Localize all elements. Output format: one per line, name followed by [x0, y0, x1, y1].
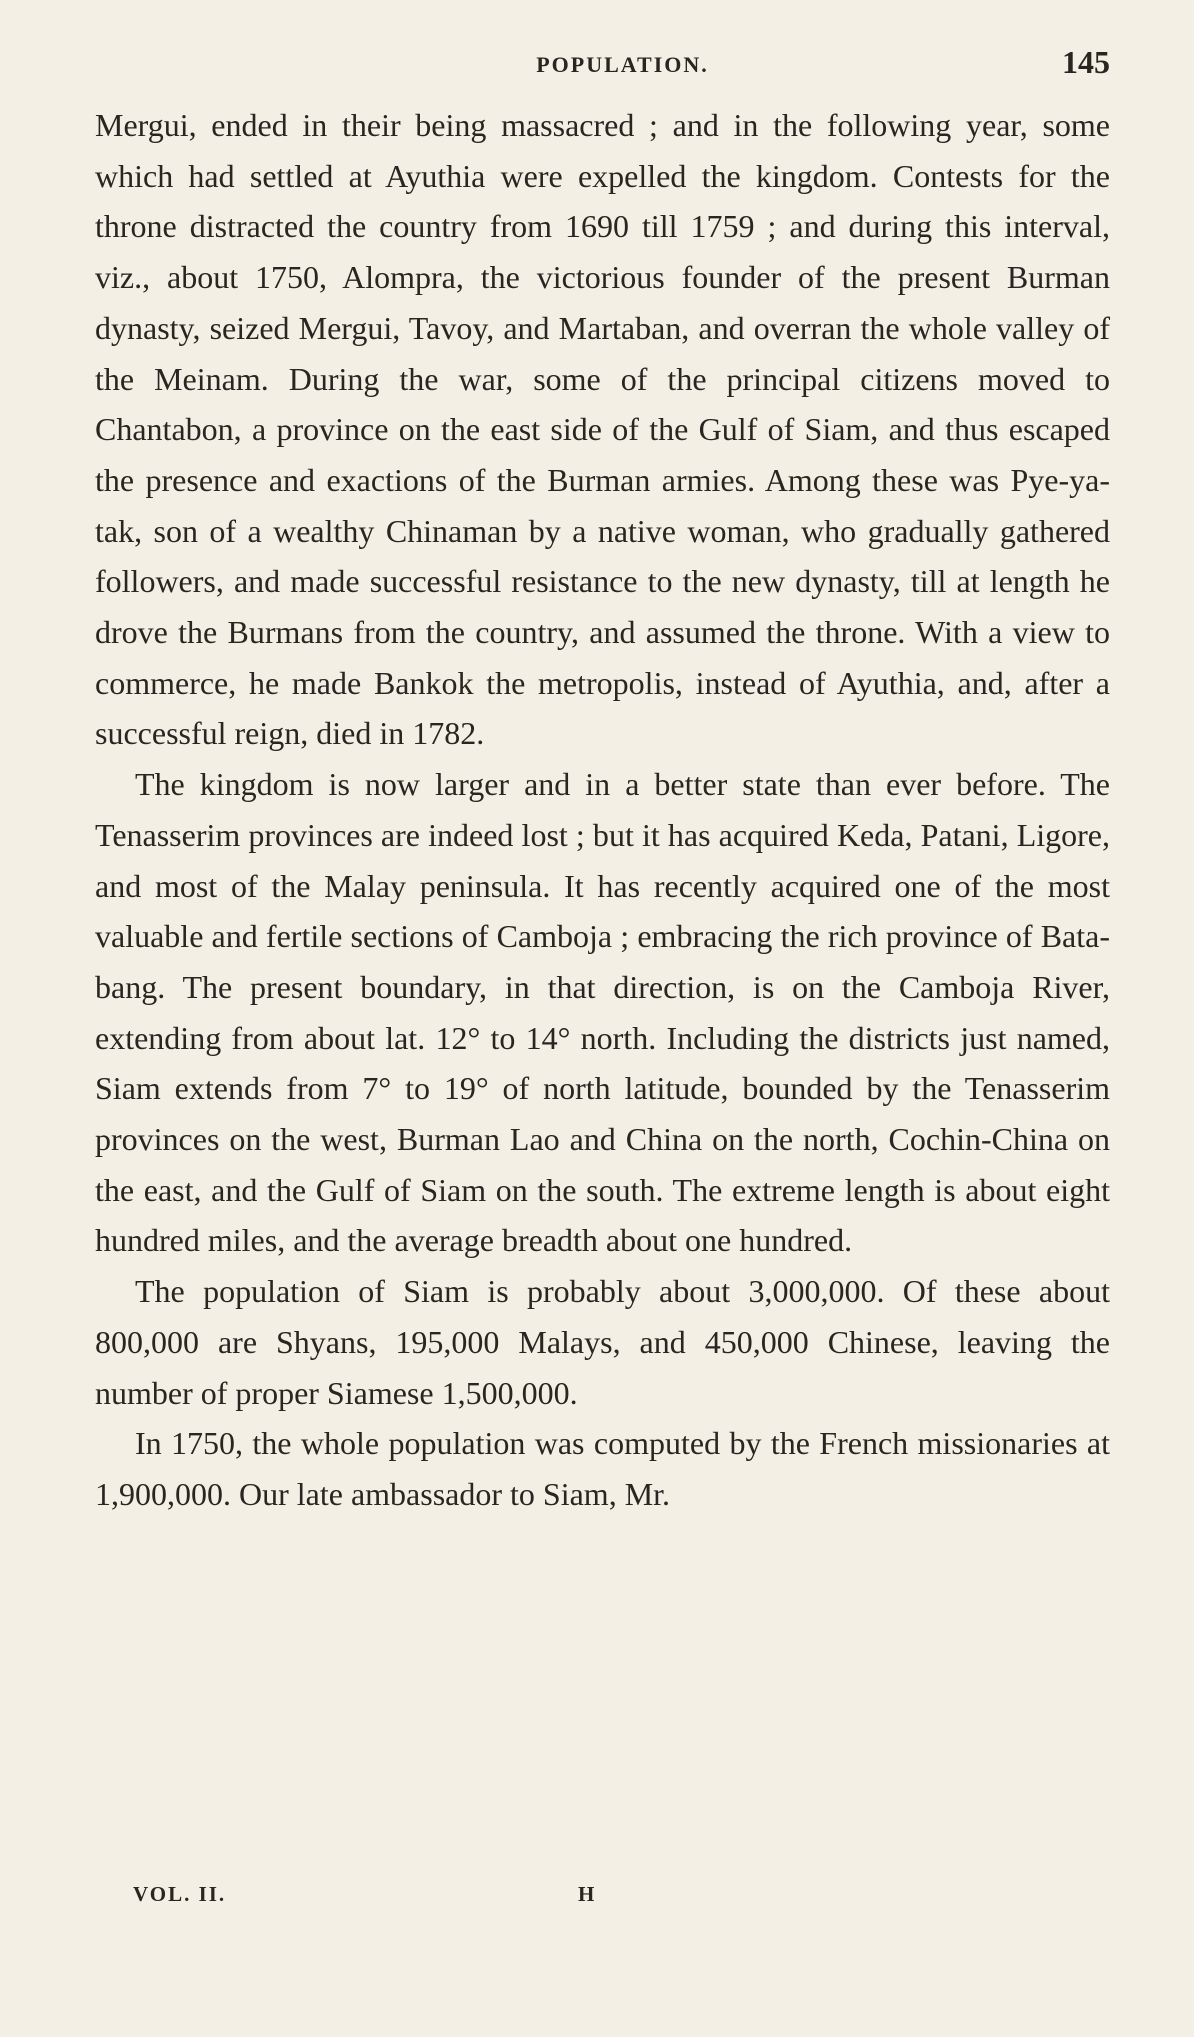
signature-mark: H [578, 1882, 597, 1906]
page-number: 145 [1062, 44, 1110, 80]
paragraph-population: The population of Siam is probably about 3,000,000. Of these about 800,000 are Shyans, 195,000 Malays, and 450,000 Chinese, leaving the number of proper Siamese 1,500,000. [95, 1273, 1110, 1411]
running-title: POPULATION. [536, 52, 709, 77]
paragraph-population-1750: In 1750, the whole population was computed by the French missionaries at 1,900,000. Our late ambassador to Siam, Mr. [95, 1425, 1110, 1512]
running-head [95, 44, 1110, 84]
paragraph-kingdom-extent: The kingdom is now larger and in a better state than ever before. The Tenasserim provinces are indeed lost ; but it has acquired Keda, Patani, Ligore, and most of the Malay peninsula. It has recently acquired one of the most valuable and fertile sections of Camboja ; embracing the rich province of Bata-bang. The present boundary, in that direction, is on the Camboja River, extending from about lat. 12° to 14° north. Including the districts just named, Siam extends from 7° to 19° of north latitude, bounded by the Tenasserim provinces on the west, Burman Lao and China on the north, Cochin-China on the east, and the Gulf of Siam on the south. The extreme length is about eight hundred miles, and the average breadth about one hundred. [95, 766, 1110, 1259]
body-text [95, 100, 1110, 1520]
volume-mark: VOL. II. [133, 1882, 227, 1906]
paragraph-continued: Mergui, ended in their being massacred ; and in the following year, some which had settled at Ayuthia were expelled the kingdom. Contests for the throne distracted the country from 1690 till 1759 ; and during this interval, viz., about 1750, Alompra, the victorious founder of the present Burman dynasty, seized Mergui, Tavoy, and Martaban, and overran the whole valley of the Meinam. During the war, some of the principal citizens moved to Chantabon, a province on the east side of the Gulf of Siam, and thus escaped the presence and exactions of the Burman armies. Among these was Pye-ya-tak, son of a wealthy Chinaman by a native woman, who gradually gathered followers, and made successful resistance to the new dynasty, till at length he drove the Burmans from the country, and assumed the throne. With a view to commerce, he made Bankok the metropolis, instead of Ayuthia, and, after a successful reign, died in 1782. [95, 107, 1110, 752]
page-footer [95, 1882, 1110, 1918]
